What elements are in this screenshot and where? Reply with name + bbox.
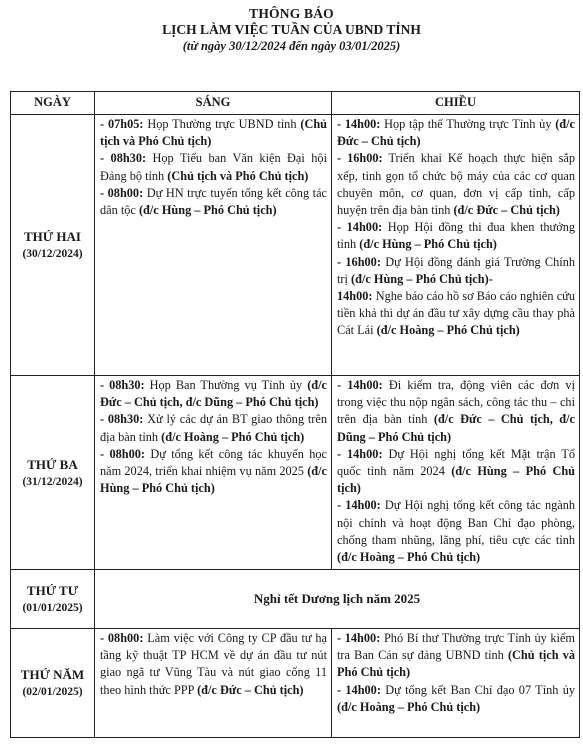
item-time: - 16h00: [337, 254, 381, 269]
item-attendee: (đ/c Hùng – Phó Chủ tịch) [138, 203, 277, 218]
item-text: Dự HN trực tuyến tổng kết công tác dân tộc [100, 185, 327, 218]
item-text: Họp Hội đồng thi đua khen thưởng tỉnh [337, 220, 575, 252]
item-attendee: (Chủ tịch và Phó Chủ tịch) [100, 117, 327, 149]
day-date: (02/01/2025) [22, 686, 83, 698]
item-attendee: (đ/c Đức – Chủ tịch) [337, 117, 576, 149]
day-date: (31/12/2024) [22, 475, 83, 488]
item-attendee: (đ/c Hoàng – Phó Chủ tịch) [376, 323, 520, 338]
day-cell [11, 570, 95, 629]
schedule-item [337, 219, 575, 253]
schedule-item [100, 446, 327, 498]
afternoon-cell [332, 115, 580, 376]
item-time: - 14h00: [337, 220, 383, 235]
table-row [11, 115, 580, 376]
item-text: Họp Thường trực UBND tỉnh [143, 117, 301, 131]
item-attendee: (đ/c Hùng – Phó Chủ tịch) [100, 464, 327, 496]
day-name: THỨ HAI [24, 229, 81, 244]
item-time: - 14h00: [337, 117, 381, 131]
schedule-item [100, 630, 327, 699]
item-time: - 07h05: [100, 117, 144, 131]
table-row [11, 376, 580, 570]
item-text: Xử lý các dự án BT giao thông trên địa bàn tỉnh [100, 412, 327, 444]
schedule-item [100, 377, 327, 411]
item-attendee: (đ/c Đức – Chủ tịch) [453, 203, 560, 218]
table-row [11, 629, 580, 738]
item-text: Đi kiểm tra, động viên các đơn vị trong việc thu nộp ngân sách, công tác thu – chi trên địa bàn tỉnh [337, 378, 575, 427]
schedule-subtitle: LỊCH LÀM VIỆC TUẦN CỦA UBND TỈNH [162, 22, 421, 37]
item-attendee: (đ/c Hoàng – Phó Chủ tịch) [161, 429, 305, 444]
item-time: - 08h00: [100, 185, 144, 200]
item-text: Họp Ban Thường vụ Tỉnh ủy [144, 378, 308, 392]
day-cell [11, 376, 95, 570]
item-text: Dự Hội nghị tổng kết Mặt trận Tổ quốc tỉnh năm 2024 [337, 446, 575, 479]
schedule-item [100, 185, 327, 219]
column-header-morning: SÁNG [95, 92, 332, 115]
item-attendee: (đ/c Hùng – Phó Chủ tịch) [359, 237, 497, 252]
schedule-item [337, 116, 575, 150]
item-text: Họp tập thể Thường trực Tỉnh ủy [380, 117, 556, 131]
item-text: Dự Hội đồng đánh giá Trường Chính trị [337, 254, 575, 286]
item-time: - 08h00: [100, 446, 145, 461]
morning-cell [95, 629, 332, 738]
table-row [11, 570, 580, 629]
day-date: (01/01/2025) [22, 602, 83, 614]
item-attendee: (đ/c Hoàng – Phó Chủ tịch) [337, 699, 481, 714]
item-time: - 16h00: [337, 151, 383, 166]
holiday-note: Nghỉ tết Dương lịch năm 2025 [95, 570, 580, 629]
morning-cell [95, 376, 332, 570]
schedule-item [337, 497, 575, 566]
item-time: - 08h00: [100, 631, 144, 645]
item-time: - 08h30: [100, 151, 147, 166]
item-text: Phó Bí thư Thường trực Tỉnh ủy kiểm tra Ban Cán sự đảng UBND tỉnh [337, 631, 575, 663]
schedule-item [337, 446, 575, 498]
schedule-item [100, 150, 327, 184]
table-header-row [11, 92, 580, 115]
afternoon-cell [332, 376, 580, 570]
day-name: THỨ NĂM [20, 667, 85, 682]
column-header-afternoon: CHIỀU [332, 92, 580, 115]
item-attendee: (Chủ tịch và Phó Chủ tịch) [337, 648, 575, 680]
schedule-item [337, 288, 575, 340]
schedule-item [100, 116, 327, 150]
item-text: Dự tổng kết Ban Chỉ đạo 07 Tỉnh ủy [380, 682, 576, 697]
schedule-item [337, 682, 575, 716]
day-cell [11, 629, 95, 738]
item-text: Làm việc với Công ty CP đầu tư hạ tầng kỹ thuật TP HCM về dự án đầu tư nút giao ngã tư Vũng Tàu và nút giao cổng 11 theo hình thức PPP [100, 631, 327, 697]
schedule-item [100, 411, 327, 445]
day-name: THỨ BA [27, 456, 78, 472]
day-date: (30/12/2024) [22, 248, 83, 260]
schedule-table [10, 91, 580, 738]
day-cell [11, 115, 95, 376]
item-time: 14h00: [337, 289, 373, 304]
schedule-item [337, 150, 575, 219]
item-attendee: (đ/c Hùng – Phó Chủ tịch)- [351, 271, 493, 286]
item-time: - 08h30: [100, 412, 144, 427]
item-attendee: (đ/c Hoàng – Phó Chủ tịch) [337, 550, 481, 565]
column-header-day: NGÀY [11, 92, 95, 115]
morning-cell [95, 115, 332, 376]
item-time: - 14h00: [337, 446, 383, 461]
date-range: (từ ngày 30/12/2024 đến ngày 03/01/2025) [182, 39, 401, 53]
schedule-item [337, 630, 575, 682]
afternoon-cell [332, 629, 580, 738]
item-attendee: (đ/c Hùng – Phó Chủ tịch) [337, 464, 575, 496]
item-text: Dự tổng kết công tác khuyến học năm 2024, triển khai nhiệm vụ năm 2025 [100, 446, 327, 479]
item-text: Họp Tiểu ban Văn kiện Đại hội Đảng bộ tỉnh [100, 151, 327, 183]
item-text: Nghe báo cáo hồ sơ Báo cáo nghiên cứu tiền khả thi dự án đầu tư xây dựng cầu thay phà Cát Lái [337, 289, 575, 338]
item-attendee: (đ/c Đức – Chủ tịch, đ/c Dũng – Phó Chủ tịch) [100, 378, 327, 410]
item-attendee: (Chủ tịch và Phó Chủ tịch) [167, 168, 309, 183]
notice-title: THÔNG BÁO [249, 6, 334, 21]
item-attendee: (đ/c Đức – Chủ tịch) [197, 682, 304, 697]
item-time: - 14h00: [337, 378, 383, 392]
day-name: THỨ TƯ [26, 583, 79, 598]
item-text: Triển khai Kế hoạch thực hiện sắp xếp, tinh gọn tổ chức bộ máy của các cơ quan chuyên môn, cơ quan, đơn vị cấp tỉnh, cấp huyện trên địa bàn tỉnh [337, 151, 575, 218]
item-time: - 14h00: [337, 682, 381, 697]
schedule-item [337, 377, 575, 446]
item-time: - 08h30: [100, 378, 145, 392]
item-time: - 14h00: [337, 498, 381, 513]
item-attendee: (đ/c Đức – Chủ tịch, đ/c Dũng – Phó Chủ tịch) [337, 412, 576, 444]
item-time: - 14h00: [337, 631, 381, 645]
item-text: Dự Hội nghị tổng kết công tác ngành nội chính và hoạt động Ban Chỉ đạo phòng, chống tham nhũng, lãng phí, tiêu cực các tỉnh [337, 498, 575, 547]
schedule-item [337, 254, 575, 288]
